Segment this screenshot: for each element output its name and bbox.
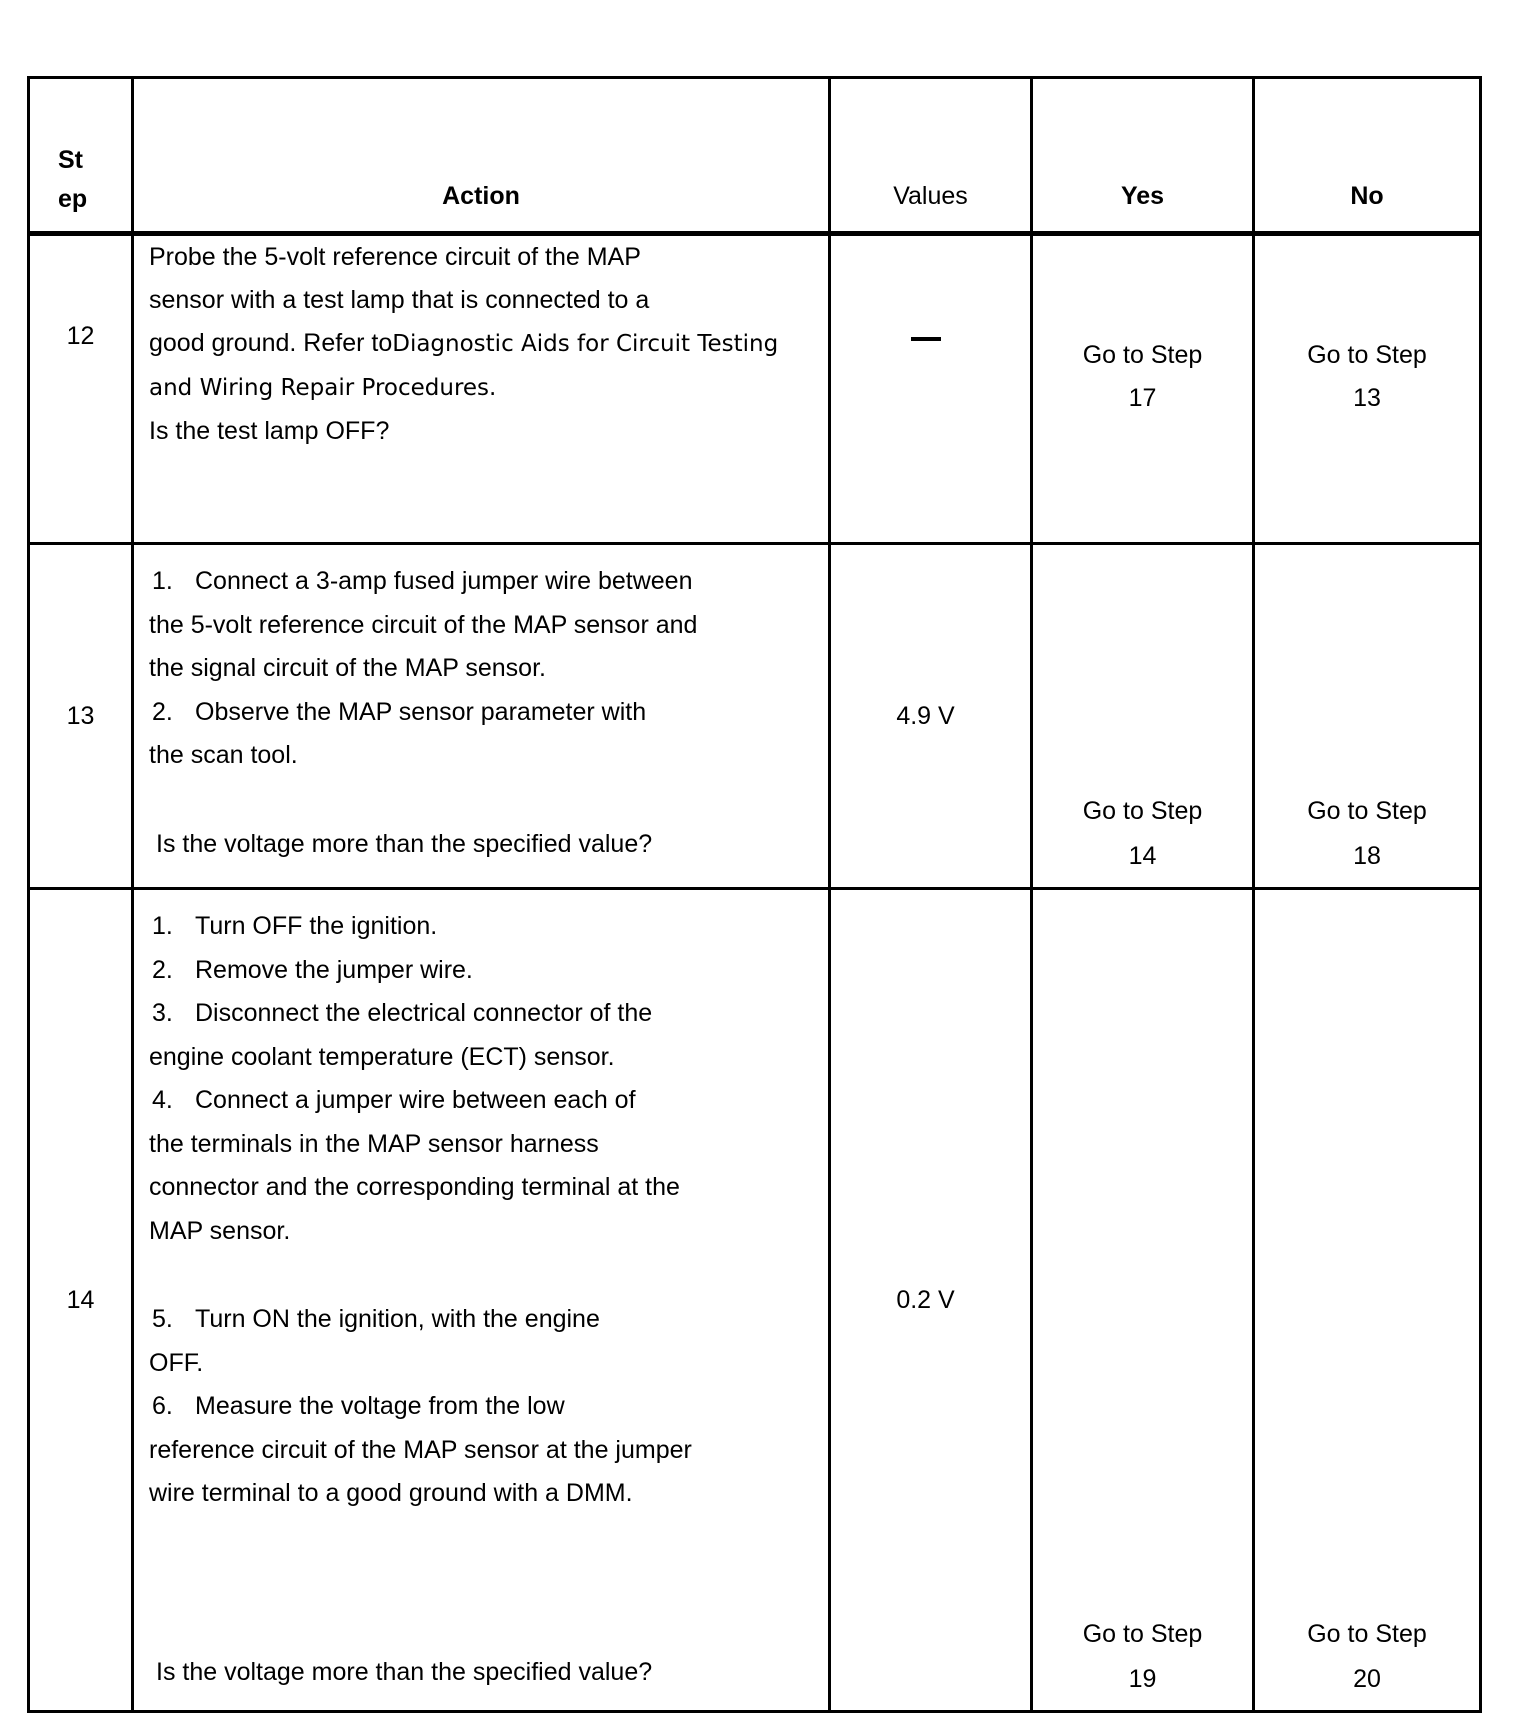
go-to-step-label: Go to Step: [1082, 1620, 1203, 1648]
go-to-step-number: 18: [1353, 842, 1381, 870]
no-cell: [1254, 234, 1481, 544]
table-row: [29, 889, 1481, 1712]
item-text: Turn OFF the ignition.: [195, 912, 438, 940]
item-number: 1.: [152, 567, 173, 595]
table-row: [29, 544, 1481, 889]
action-line: engine coolant temperature (ECT) sensor.: [149, 1042, 615, 1071]
header-action: Action: [133, 78, 830, 234]
item-number: 3.: [152, 999, 173, 1027]
action-cell: [133, 889, 830, 1712]
action-line: sensor with a test lamp that is connected to a: [149, 286, 650, 314]
action-line: the scan tool.: [149, 741, 298, 769]
go-to-step-number: 14: [1128, 842, 1157, 870]
step-number: 12: [29, 234, 133, 544]
diagnostic-table: [27, 76, 1479, 1713]
dash-value: [911, 337, 941, 341]
go-to-step-link[interactable]: [1083, 789, 1203, 879]
item-number: 6.: [152, 1392, 173, 1420]
no-cell: [1254, 544, 1481, 889]
item-text: Connect a 3-amp fused jumper wire between: [195, 567, 693, 595]
action-line: the 5-volt reference circuit of the MAP sensor and: [149, 610, 698, 639]
go-to-step-number: 17: [1128, 384, 1157, 412]
table: [27, 76, 1482, 1713]
table-header-row: [29, 78, 1481, 234]
action-cell: [133, 544, 830, 889]
question: Is the voltage more than the specified value?: [156, 1657, 653, 1686]
go-to-step-label: Go to Step: [1082, 797, 1203, 825]
item-text: Disconnect the electrical connector of the: [195, 999, 653, 1027]
go-to-step-label: Go to Step: [1307, 1620, 1427, 1648]
go-to-step-label: Go to Step: [1307, 797, 1427, 825]
step-number: 14: [29, 889, 133, 1712]
action-cell: [133, 234, 830, 544]
go-to-step-link[interactable]: [1307, 334, 1427, 420]
header-step-line2: ep: [58, 185, 88, 213]
action-item: [149, 949, 828, 993]
item-number: 4.: [152, 1086, 173, 1114]
action-line: connector and the corresponding terminal at the: [149, 1173, 680, 1201]
item-number: 2.: [152, 955, 173, 984]
yes-cell: [1032, 234, 1254, 544]
action-line: [149, 366, 828, 410]
item-text: Observe the MAP sensor parameter with: [195, 697, 647, 726]
item-number: 1.: [152, 912, 173, 940]
action-item: [149, 560, 828, 604]
spacer: [149, 1606, 828, 1651]
item-number: 2.: [152, 697, 173, 726]
yes-cell: [1032, 544, 1254, 889]
go-to-step-link[interactable]: [1307, 1612, 1427, 1702]
no-cell: [1254, 889, 1481, 1712]
go-to-step-link[interactable]: [1083, 334, 1203, 420]
action-item: [149, 1079, 828, 1123]
table-row: [29, 234, 1481, 544]
action-line: [149, 322, 828, 366]
action-line: the signal circuit of the MAP sensor.: [149, 654, 546, 682]
go-to-step-number: 20: [1353, 1665, 1381, 1693]
spacer: [149, 778, 828, 823]
header-step-line1: St: [58, 146, 83, 174]
spacer: [149, 1253, 828, 1298]
go-to-step-number: 13: [1353, 384, 1381, 412]
wiring-repair-link[interactable]: and Wiring Repair Procedures.: [149, 375, 497, 401]
item-text: Remove the jumper wire.: [195, 955, 473, 984]
go-to-step-link[interactable]: [1083, 1612, 1203, 1702]
action-item: [149, 1298, 828, 1342]
item-text: Turn ON the ignition, with the engine: [195, 1305, 600, 1333]
action-line: reference circuit of the MAP sensor at the jumper: [149, 1435, 692, 1464]
action-item: [149, 691, 828, 735]
action-item: [149, 1385, 828, 1429]
go-to-step-number: 19: [1128, 1665, 1157, 1693]
question: Is the voltage more than the specified value?: [156, 829, 653, 858]
spacer: [149, 1516, 828, 1561]
step-number: 13: [29, 544, 133, 889]
action-line: OFF.: [149, 1348, 204, 1377]
header-step: [29, 78, 133, 234]
action-line: the terminals in the MAP sensor harness: [149, 1129, 599, 1158]
action-text: good ground. Refer to: [149, 329, 393, 357]
values-cell: 4.9 V: [830, 544, 1032, 889]
header-no: No: [1254, 78, 1481, 234]
go-to-step-label: Go to Step: [1307, 341, 1427, 369]
item-number: 5.: [152, 1305, 173, 1333]
header-yes: Yes: [1032, 78, 1254, 234]
values-cell: 0.2 V: [830, 889, 1032, 1712]
question: Is the test lamp OFF?: [149, 417, 390, 445]
header-values: Values: [830, 78, 1032, 234]
yes-cell: [1032, 889, 1254, 1712]
values-cell: [830, 234, 1032, 544]
action-item: [149, 905, 828, 949]
action-item: [149, 992, 828, 1036]
spacer: [149, 1561, 828, 1606]
item-text: Connect a jumper wire between each of: [195, 1086, 636, 1114]
action-line: MAP sensor.: [149, 1216, 291, 1245]
item-text: Measure the voltage from the low: [195, 1392, 565, 1420]
go-to-step-link[interactable]: [1307, 789, 1427, 879]
go-to-step-label: Go to Step: [1082, 341, 1203, 369]
action-line: Probe the 5-volt reference circuit of the MAP: [149, 243, 641, 271]
diagnostic-aids-link[interactable]: Diagnostic Aids for Circuit Testing: [392, 331, 779, 357]
action-line: wire terminal to a good ground with a DMM.: [149, 1479, 633, 1507]
